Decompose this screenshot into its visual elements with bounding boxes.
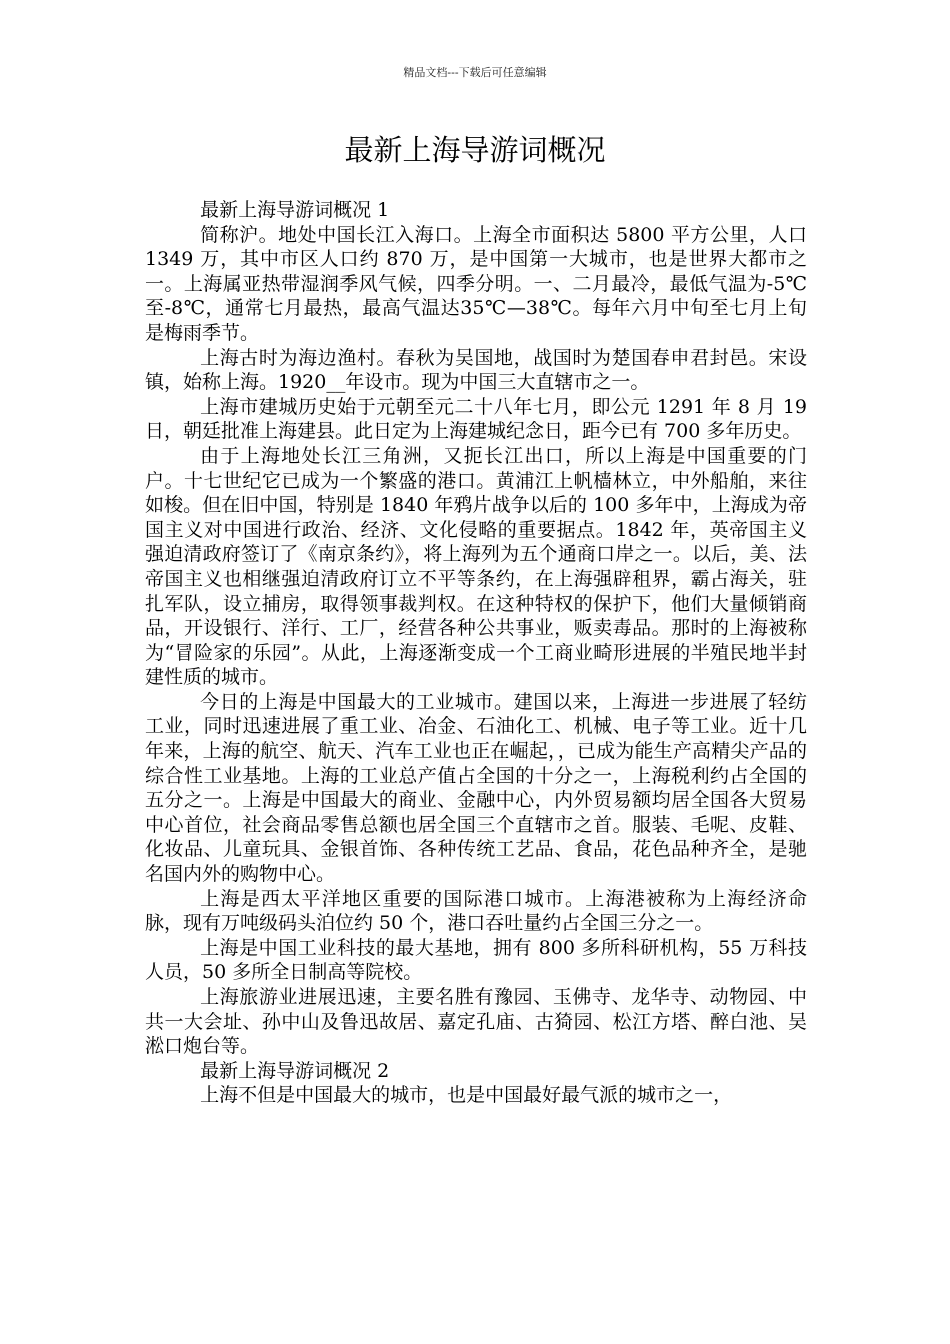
paragraph: 由于上海地处长江三角洲，又扼长江出口，所以上海是中国重要的门户。十七世纪它已成为一个繁盛的港口。黄浦江上帆樯林立，中外船舶，来往如梭。但在旧中国，特别是 1840 年鸦片战争以后的 100 多年中，上海成为帝国主义对中国进行政治、经济、文化侵略的重要据点。1842 年，英帝国主义强迫清政府签订了《南京条约》，将上海列为五个通商口岸之一。以后，美、法帝国主义也相继强迫清政府订立不平等条约，在上海强辟租界，霸占海关，驻扎军队，设立捕房，取得领事裁判权。在这种特权的保护下，他们大量倾销商品，开设银行、洋行、工厂，经营各种公共事业，贩卖毒品。那时的上海被称为“冒险家的乐园”。从此，上海逐渐变成一个工商业畸形进展的半殖民地半封建性质的城市。 [145,444,807,689]
section-heading: 最新上海导游词概况 1 [200,199,390,221]
paragraph: 上海是西太平洋地区重要的国际港口城市。上海港被称为上海经济命脉，现有万吨级码头泊位约 50 个，港口吞吐量约占全国三分之一。 [145,887,807,935]
paragraph: 今日的上海是中国最大的工业城市。建国以来，上海进一步进展了轻纺工业，同时迅速进展了重工业、冶金、石油化工、机械、电子等工业。近十几年来，上海的航空、航天、汽车工业也正在崛起，，已成为能生产高精尖产品的综合性工业基地。上海的工业总产值占全国的十分之一，上海税利约占全国的五分之一。上海是中国最大的商业、金融中心，内外贸易额均居全国各大贸易中心首位，社会商品零售总额也居全国三个直辖市之首。服装、毛呢、皮鞋、化妆品、儿童玩具、金银首饰、各种传统工艺品、食品，花色品种齐全，是驰名国内外的购物中心。 [145,690,807,886]
paragraph: 简称沪。地处中国长江入海口。上海全市面积达 5800 平方公里，人口 1349 万，其中市区人口约 870 万，是中国第一大城市，也是世界大都市之一。上海属亚热带湿润季风气候，四季分明。一、二月最冷，最低气温为-5℃至-8℃，通常七月最热，最高气温达35℃—38℃。每年六月中旬至七月上旬是梅雨季节。 [145,223,807,344]
paragraph: 上海是中国工业科技的最大基地，拥有 800 多所科研机构，55 万科技人员，50 多所全日制高等院校。 [145,936,807,984]
paragraph: 上海旅游业进展迅速，主要名胜有豫园、玉佛寺、龙华寺、动物园、中共一大会址、孙中山及鲁迅故居、嘉定孔庙、古猗园、松江方塔、醉白池、吴淞口炮台等。 [145,986,807,1058]
section-heading: 最新上海导游词概况 2 [200,1059,390,1082]
paragraph: 上海不但是中国最大的城市，也是中国最好最气派的城市之一， [200,1084,733,1107]
document-title: 最新上海导游词概况 [344,133,606,167]
paragraph: 上海古时为海边渔村。春秋为吴国地，战国时为楚国春申君封邑。宋设镇，始称上海。1920__年设市。现为中国三大直辖市之一。 [145,346,807,394]
header-note: 精品文档---下载后可任意编辑 [403,66,547,79]
paragraph: 上海市建城历史始于元朝至元二十八年七月，即公元 1291 年 8 月 19 日，朝廷批准上海建县。此日定为上海建城纪念日，距今已有 700 多年历史。 [145,395,807,443]
document-body [145,198,807,1108]
